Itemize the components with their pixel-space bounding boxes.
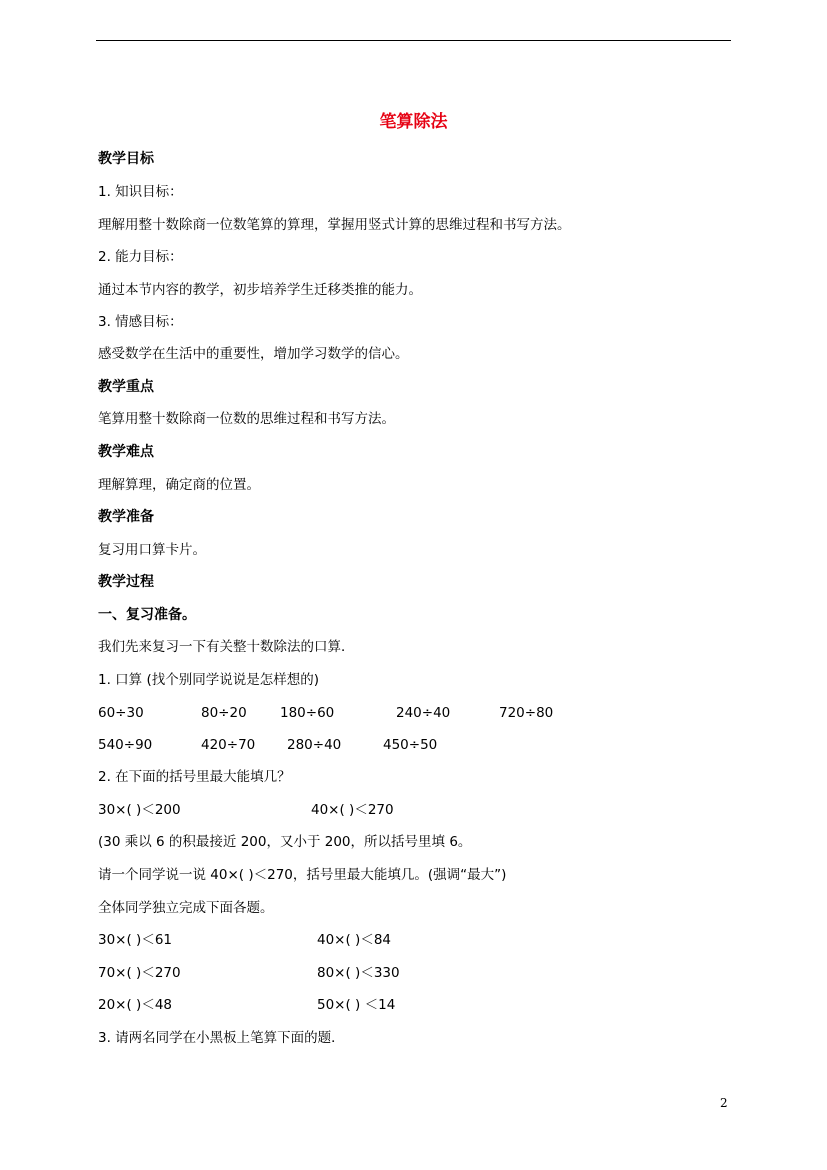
fill-row-2 (98, 964, 738, 982)
page-title: 笔算除法 (379, 112, 448, 132)
preparation-text: 复习用口算卡片。 (98, 542, 206, 558)
key-points-text: 笔算用整十数除商一位数的思维过程和书写方法。 (98, 411, 395, 427)
heading-key-points: 教学重点 (98, 379, 154, 395)
goal-ability-label: 2. 能力目标： (98, 249, 183, 265)
fill-item: 30×( )＜200 (98, 802, 181, 818)
oral-item: 180÷60 (280, 705, 335, 721)
heading-teaching-goals: 教学目标 (98, 151, 154, 167)
oral-item: 450÷50 (383, 737, 438, 753)
ask-student-text: 请一个同学说一说 40×( )＜270，括号里最大能填几。(强调“最大”) (98, 867, 507, 883)
explanation-text: (30 乘以 6 的积最接近 200，又小于 200，所以括号里填 6。 (98, 834, 472, 850)
difficulties-text: 理解算理，确定商的位置。 (98, 477, 260, 493)
oral-item: 720÷80 (499, 705, 554, 721)
goal-ability-text: 通过本节内容的教学，初步培养学生迁移类推的能力。 (98, 282, 422, 298)
independent-work-text: 全体同学独立完成下面各题。 (98, 900, 274, 916)
oral-item: 280÷40 (287, 737, 342, 753)
oral-calc-label: 1. 口算 (找个别同学说说是怎样想的) (98, 672, 319, 688)
fill-item: 80×( )＜330 (317, 965, 400, 981)
oral-item: 240÷40 (396, 705, 451, 721)
fill-item: 30×( )＜61 (98, 932, 172, 948)
heading-process: 教学过程 (98, 574, 154, 590)
oral-calc-row-1 (98, 704, 738, 722)
fill-item: 40×( )＜84 (317, 932, 391, 948)
fill-row-0 (98, 801, 738, 819)
page-number: 2 (720, 1096, 728, 1110)
goal-knowledge-label: 1. 知识目标： (98, 184, 183, 200)
heading-preparation: 教学准备 (98, 509, 154, 525)
review-intro: 我们先来复习一下有关整十数除法的口算． (98, 639, 355, 655)
header-rule (96, 40, 731, 41)
fill-item: 40×( )＜270 (311, 802, 394, 818)
fill-brackets-label: 2. 在下面的括号里最大能填几？ (98, 769, 291, 785)
fill-row-1 (98, 931, 738, 949)
fill-item: 70×( )＜270 (98, 965, 181, 981)
oral-item: 540÷90 (98, 737, 153, 753)
fill-item: 20×( )＜48 (98, 997, 172, 1013)
fill-row-3 (98, 996, 738, 1014)
oral-item: 60÷30 (98, 705, 144, 721)
oral-item: 80÷20 (201, 705, 247, 721)
fill-item: 50×( ) ＜14 (317, 997, 396, 1013)
blackboard-task-text: 3. 请两名同学在小黑板上笔算下面的题． (98, 1030, 345, 1046)
section-review: 一、复习准备。 (98, 607, 196, 623)
heading-difficulties: 教学难点 (98, 444, 154, 460)
oral-calc-row-2 (98, 736, 738, 754)
goal-knowledge-text: 理解用整十数除商一位数笔算的算理，掌握用竖式计算的思维过程和书写方法。 (98, 217, 571, 233)
goal-emotion-text: 感受数学在生活中的重要性，增加学习数学的信心。 (98, 346, 409, 362)
oral-item: 420÷70 (201, 737, 256, 753)
goal-emotion-label: 3. 情感目标： (98, 314, 183, 330)
